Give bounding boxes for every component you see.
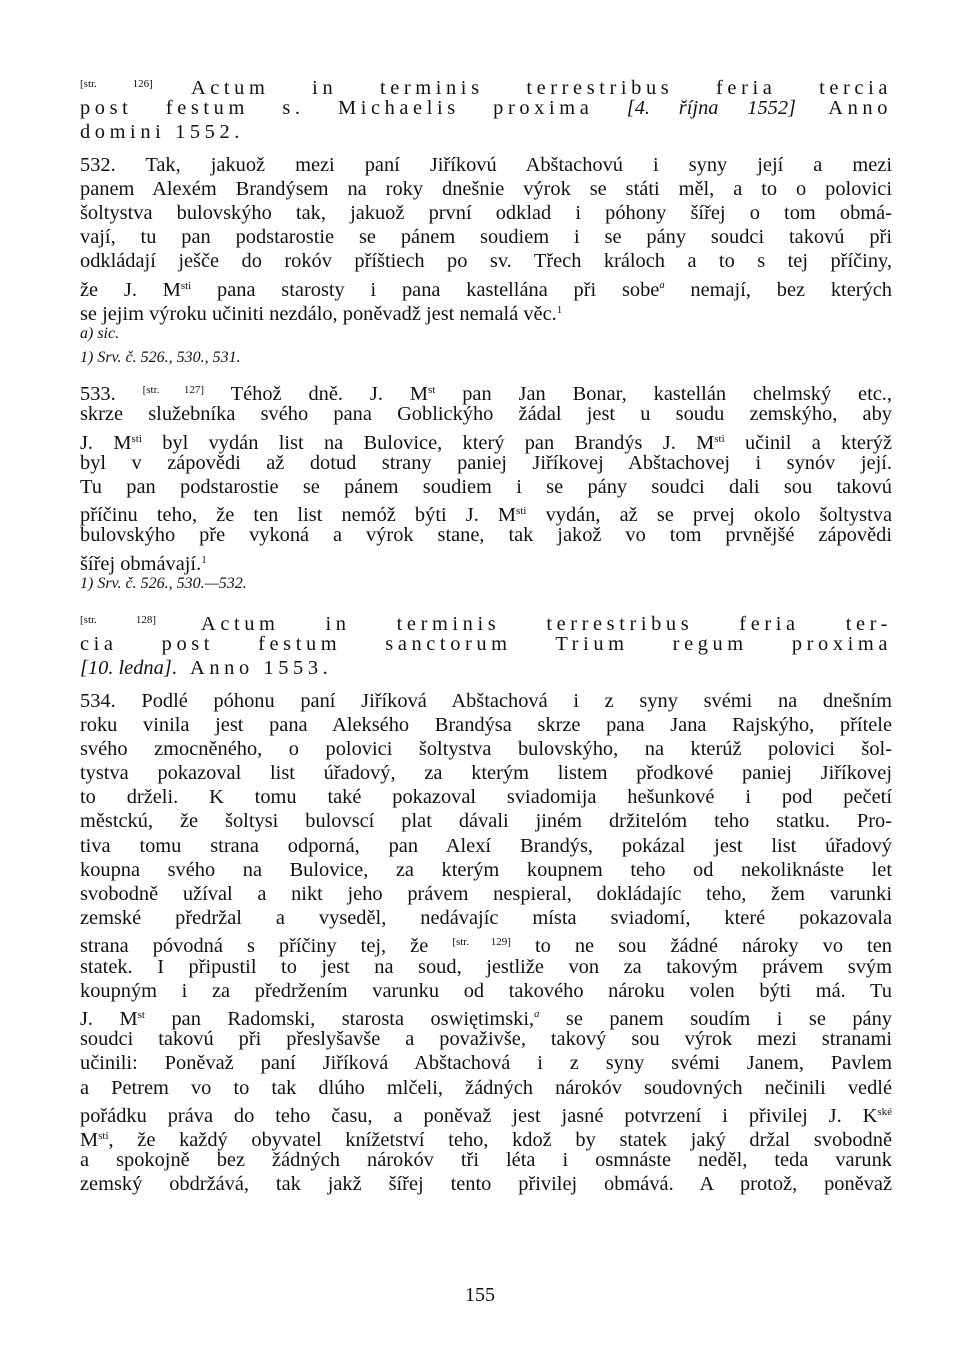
paragraph-533-line: šířej obmávají.$^1$ [80,552,207,575]
paragraph-534-line: zemský obdržává, tak jakž šířej tento přivilej obmává. A protož, poněvaž [80,1173,892,1196]
paragraph-534-line: tiva tomu strana odporná, pan Alexí Brandýs, pokázal jest list úřadový [80,834,892,857]
paragraph-534-line: roku vinila jest pana Alekséhо Brandýsa skrze pana Jana Rajskýho, přítele [80,713,892,736]
paragraph-532-line: 532. Tak, jakuož mezi paní Jiříkovú Abštachovú i syny její a mezi [80,153,892,176]
paragraph-534-line: tystva pokazoval list úřadový, za kterým listem přodkové paniej Jiříkovej [80,762,892,785]
paragraph-534-line: statek. I připustil to jest na soud, jestliže von za takovým právem svým [80,955,892,978]
heading-line: domini 1552. [80,121,244,144]
heading-line: post festum s. Michaelis proxima [4. října 1552] Anno [80,97,893,120]
paragraph-532-line: vají, tu pan podstarostie se pánem soudiem i se pány soudci takovú při [80,226,892,249]
page-reference-mark: [str. 129] [452,936,511,949]
heading-line: [str. 128] Actum in terminis terrestribus feria ter- [80,612,892,635]
paragraph-534-line: svého zmocněného, o polovici šoltystva bulovskýho, na kterúž polovici šol- [80,737,892,760]
paragraph-532-line: šoltystva bulovskýho tak, jakuož první odklad i póhony šířej o tom obmá- [80,201,892,224]
paragraph-534-line: a Petrem vo to tak dlúho mlčeli, žádných nárokóv soudovných nečinili vedlé [80,1076,892,1099]
paragraph-534-line: koupna svého na Bulovice, za kterým koupnem teho od nekoliknáste let [80,858,892,881]
footnote-marker: 1 [556,303,563,316]
paragraph-534-line: učinili: Poněvaž paní Jiříková Abštachová i z syny svémi Janem, Pavlem [80,1052,892,1075]
paragraph-532-line: že J. $M^{sti}$ pana starosty i pana kastellána při sobe$^a$ nemají, bez kterých [80,278,892,301]
heading-line: cia post festum sanctorum Trium regum proxima [80,633,892,656]
footnote-marker: a [659,279,665,291]
document-page [80,72,892,1196]
paragraph-534-line: koupným i za předržením varunku od takového nároku volen býti má. Tu [80,979,892,1002]
footnote: a) sic. [80,324,120,342]
paragraph-534-line: a spokojně bez žádných nárokóv tři léta i osmnáste neděl, teda varunk [80,1149,892,1172]
paragraph-534-line: zemské předržal a vyseděl, nedávajíc místa sviadomí, které pokazovala [80,907,892,930]
paragraph-534-line: to drželi. K tomu také pokazoval sviadomija hešunkové i pod pečetí [80,786,892,809]
paragraph-533-line: byl v zápovědi až dotud strany paniej Jiříkovej Abštachovej i synóv její. [80,451,892,474]
paragraph-532-line: panem Alexém Brandýsem na roky dnešnie výrok se státi měl, a to o polovici [80,177,892,200]
footnote-marker: 1 [201,553,207,566]
paragraph-532-line: se jejim výroku učiniti nezdálo, poněvadž jest nemalá věc.$^1$ [80,302,563,325]
paragraph-534-line: 534. Podlé póhonu paní Jiříková Abštachová i z syny svémi na dnešním [80,689,892,712]
footnote-marker: a [534,1008,540,1020]
paragraph-533-line: příčinu teho, že ten list nemóž býti J. $M^{sti}$ vydán, až se prvej okolo šoltystva [80,504,892,527]
paragraph-534-line: pořádku práva do teho času, a poněvaž jest jasné potvrzení i přivilej J. $K^{ské}$ [80,1104,892,1127]
heading-line: [10. ledna]. Anno 1553. [80,657,333,680]
page-number: 155 [465,1284,495,1306]
heading-text: Actum in terminis terrestribus feria tercia [190,77,892,99]
paragraph-534-line: svobodně užíval a nikt jeho právem nespieral, dokládajíc teho, žem varunki [80,883,892,905]
paragraph-534-line: $M^{sti}$, že každý obyvatel knížetství teho, kdož by statek jaký držal svobodně [80,1128,892,1151]
date-note: [4. října 1552] [626,97,796,120]
paragraph-534-line: soudci takovú při přeslyšavše a považivše, takový sou výrok mezi stranami [80,1028,892,1051]
paragraph-533-line: bulovskýho pře vykoná a výrok stane, tak jakož vo tom prvnějšé zápovědi [80,524,892,547]
heading-line [80,72,892,99]
page-reference-mark: [str. 128] [80,613,157,626]
paragraph-534-line: J. Mst pan Radomski, starosta oswiętimski,$^a$ se panem soudím i se pány [80,1007,892,1030]
paragraph-533-line: J. $M^{sti}$ byl vydán list na Bulovice, který pan Brandýs J. $M^{sti}$ učinil a kterýž [80,431,893,454]
paragraph-533-line: 533. [str. 127] Téhož dně. J. Mst pan Jan Bonar, kastellán chelmský etc., [80,383,892,406]
footnote: 1) Srv. č. 526., 530.—532. [80,574,247,592]
paragraph-533-line: Tu pan podstarostie se pánem soudiem i se pány soudci dali sou takovú [80,476,892,498]
page-reference-mark: [str. 126] [80,78,153,90]
footnote: 1) Srv. č. 526., 530., 531. [80,349,241,367]
page-reference-mark: [str. 127] [142,384,205,397]
paragraph-534-line: strana póvodná s příčiny tej, že [str. 129] to ne sou žádné nároky vo ten [80,935,892,958]
date-note: [10. ledna] [80,657,172,680]
paragraph-534-line: městckú, že šoltysi bulovscí plat dávali jiném držitelóm teho statku. Pro- [80,810,892,833]
paragraph-533-line: skrze služebníka svého pana Goblickýho žádal jest u soudu zemskýho, aby [80,403,892,426]
paragraph-532-line: odkládají ješče do rokóv příštiech po sv. Třech králoch a to s tej příčiny, [80,250,892,273]
